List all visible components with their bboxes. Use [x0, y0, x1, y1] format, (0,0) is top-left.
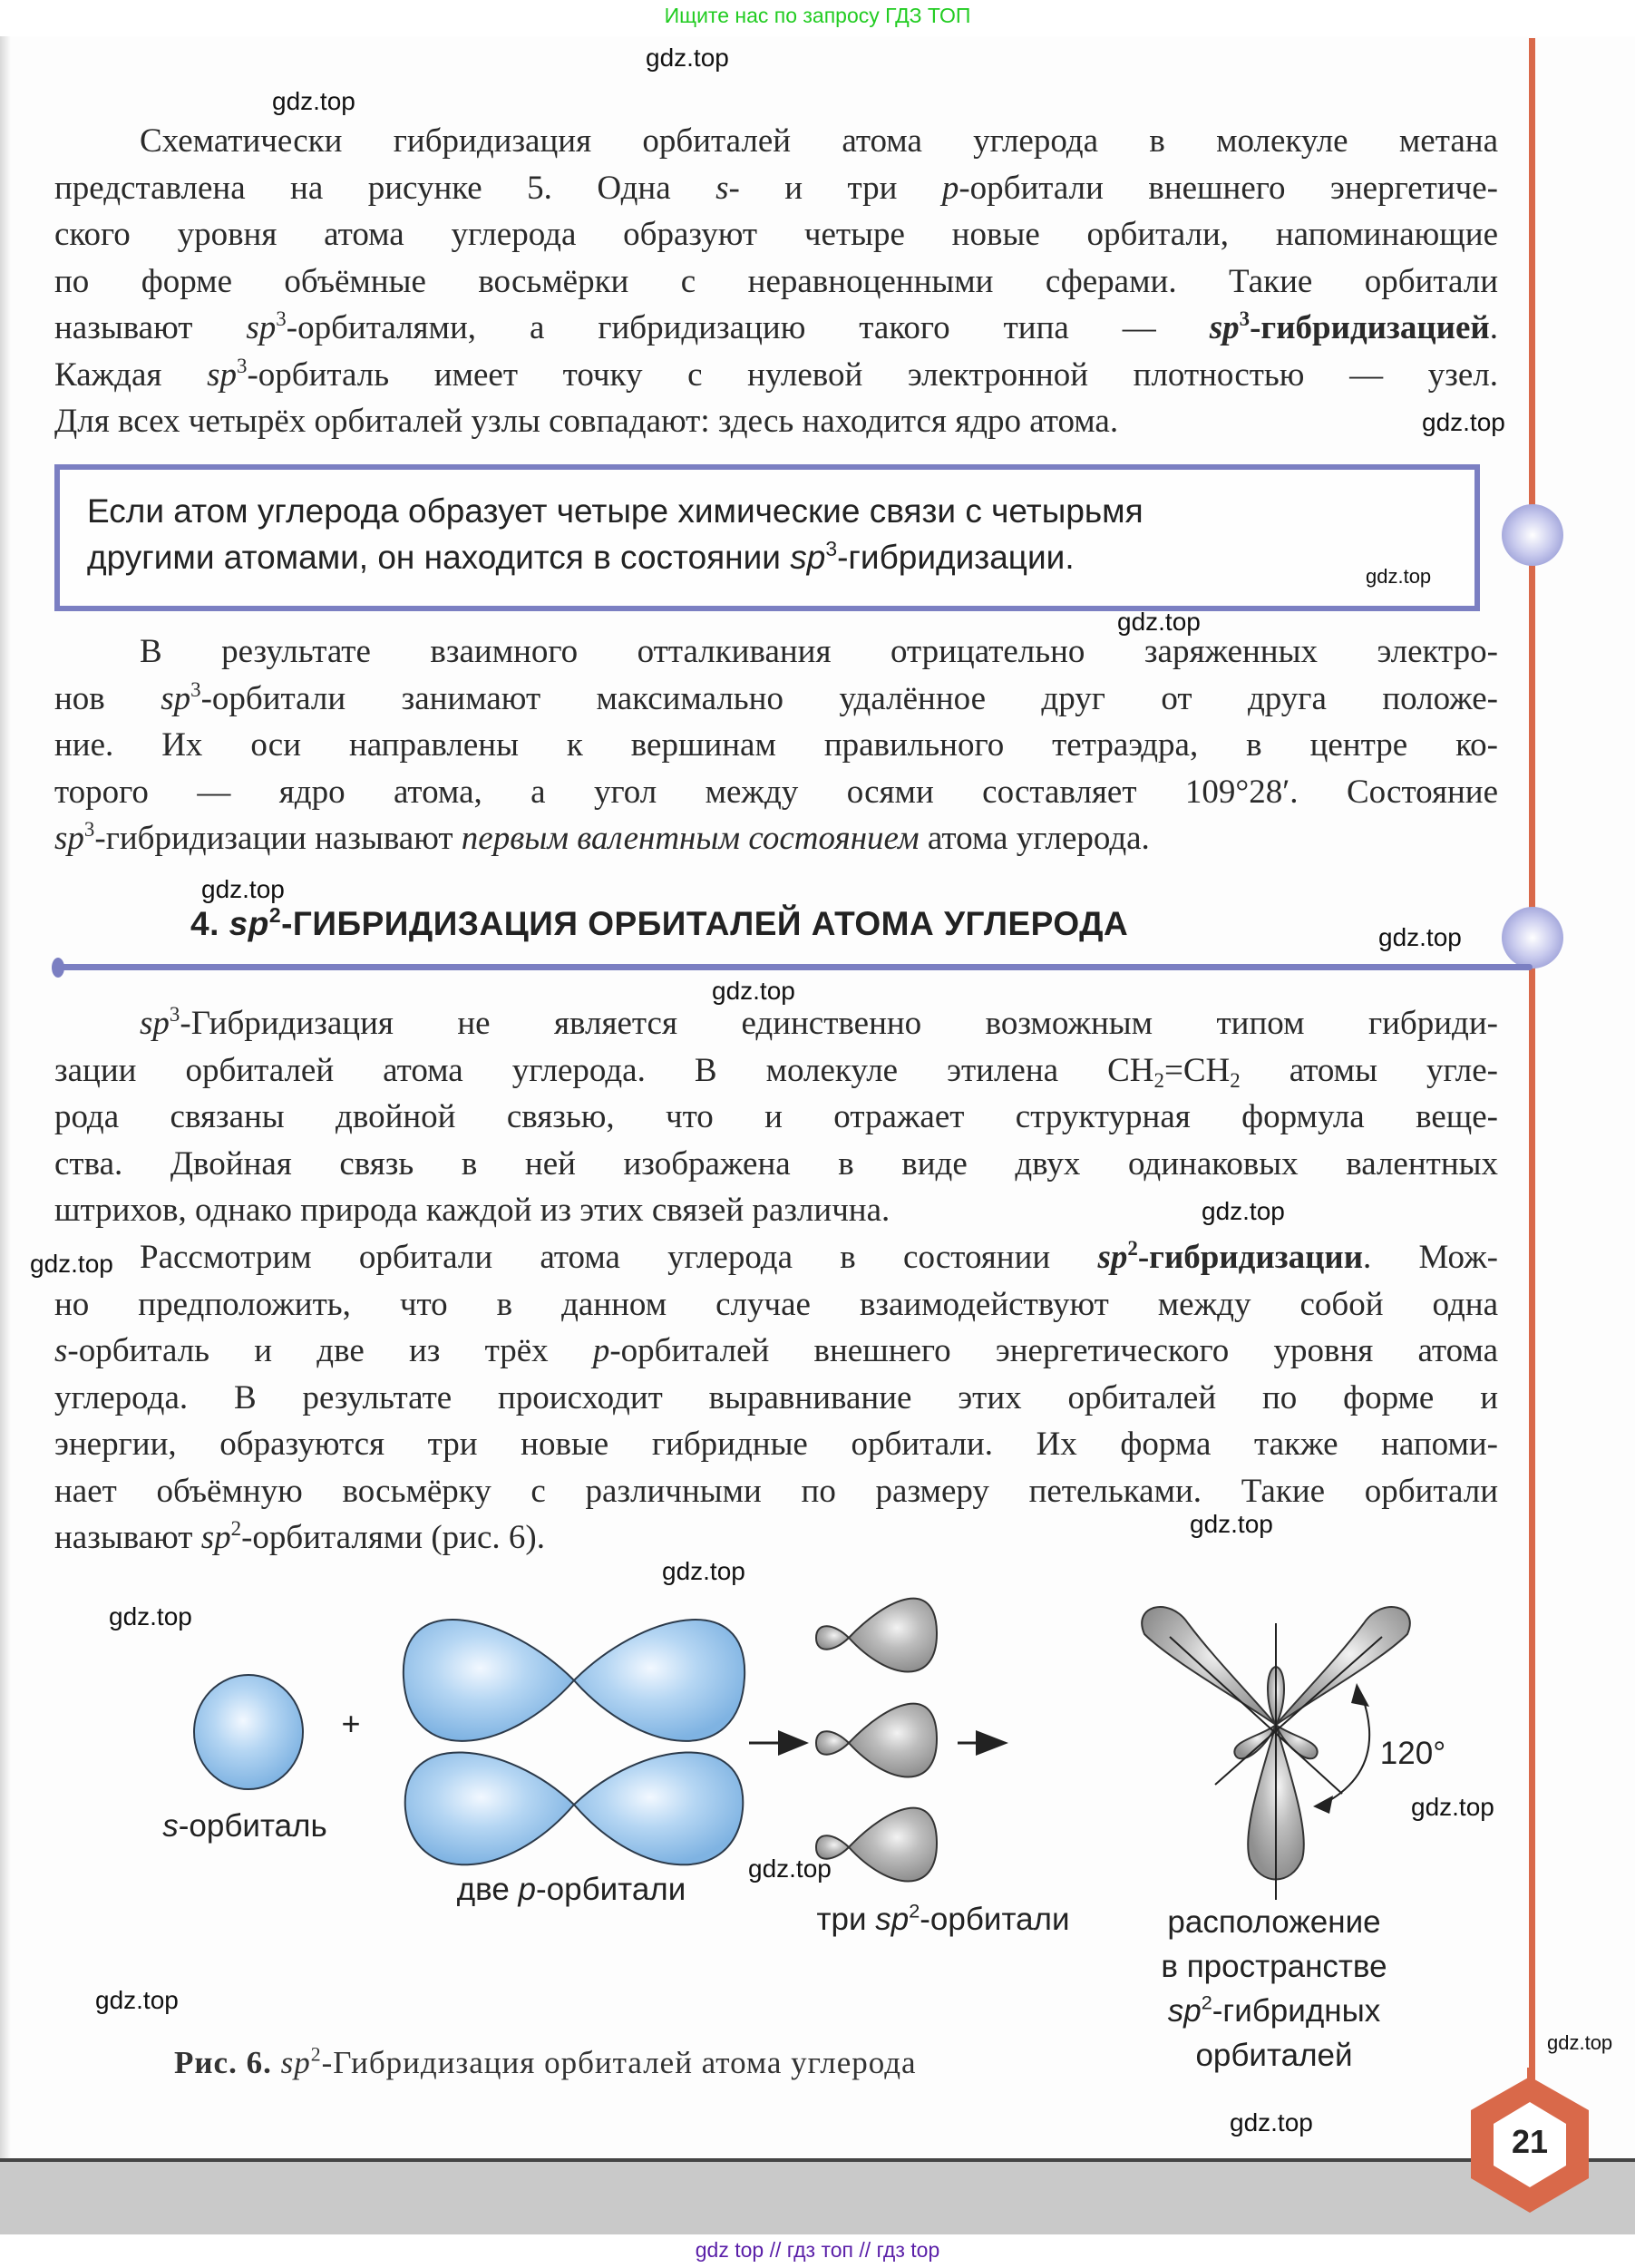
rule-box	[54, 464, 1480, 611]
text-line: по форме объёмные восьмёрки с неравноценными сферами. Такие орбитали	[54, 262, 1498, 300]
text-line: представлена на рисунке 5. Одна s- и три p-орбитали внешнего энергетиче-	[54, 169, 1498, 207]
footer-band	[0, 2158, 1635, 2234]
watermark: gdz.top	[95, 1986, 179, 2014]
text-line: нов $sp^3$-орбитали занимают максимально удалённое друг от друга положе-	[54, 677, 1498, 717]
text-line: Если атом углерода образует четыре химические связи с четырьмя	[87, 492, 1144, 530]
text-line: ние. Их оси направлены к вершинам правильного тетраэдра, в центре ко-	[54, 726, 1498, 764]
text-line: $sp^3$-гибридизации называют первым валентным состоянием атома углерода.	[54, 817, 1150, 857]
text-line: s-орбиталь и две из трёх p-орбиталей внешнего энергетического уровня атома	[54, 1332, 1498, 1369]
sphere-marker-2	[1502, 907, 1563, 969]
text-line: Схематически гибридизация орбиталей атома углерода в молекуле метана	[140, 122, 1498, 160]
text-line: называют $sp^3$-орбиталями, а гибридизацию такого типа — $sp^3$-гибридизацией.	[54, 307, 1498, 346]
watermark: gdz.top	[712, 977, 795, 1005]
sp2-orbital-shapes	[816, 1599, 937, 1882]
label-angle-120: 120°	[1379, 1736, 1446, 1771]
watermark: gdz.top	[30, 1250, 113, 1278]
watermark: gdz.top	[1411, 1793, 1494, 1821]
heading-rule-end	[52, 958, 64, 978]
text-line: углерода. В результате происходит выравнивание этих орбиталей по форме и	[54, 1378, 1498, 1416]
text-line: но предположить, что в данном случае взаимодействуют между собой одна	[54, 1285, 1498, 1323]
plus-sign: +	[341, 1705, 361, 1742]
sphere-marker-1	[1502, 504, 1563, 566]
arrow-right-icon	[749, 1730, 809, 1756]
text-line: штрихов, однако природа каждой из этих связей различна.	[54, 1192, 890, 1229]
p-orbital-shape-1	[404, 1620, 745, 1741]
watermark: gdz.top	[646, 44, 729, 72]
heading-rule	[54, 964, 1533, 970]
arrow-right-icon-2	[958, 1730, 1008, 1756]
text-line: другими атомами, он находится в состоянии $sp^3$-гибридизации.	[87, 536, 1075, 576]
text-line: Рассмотрим орбитали атома углерода в состоянии $sp^2$-гибридизации. Мож-	[140, 1236, 1498, 1276]
label-two-p-orbitals: две p-орбитали	[456, 1872, 686, 1907]
watermark: gdz.top	[1378, 923, 1462, 951]
watermark: gdz.top	[1230, 2108, 1313, 2137]
watermark: gdz.top	[109, 1602, 192, 1630]
page-number: 21	[1511, 2123, 1549, 2160]
text-line: энергии, образуются три новые гибридные орбитали. Их форма также напоми-	[54, 1426, 1498, 1463]
section-heading: 4. $sp^2$-ГИБРИДИЗАЦИЯ ОРБИТАЛЕЙ АТОМА УГЛЕРОДА	[190, 902, 1129, 942]
watermark: gdz.top	[201, 875, 285, 903]
watermark: gdz.top	[1547, 2031, 1613, 2054]
watermark: gdz.top	[748, 1854, 832, 1883]
watermark: gdz.top	[272, 87, 355, 115]
label-spatial-arrangement: расположение в пространстве $sp^2$-гибридных орбиталей	[1161, 1904, 1387, 2073]
text-line: ства. Двойная связь в ней изображена в виде двух одинаковых валентных	[54, 1144, 1498, 1183]
bottom-links[interactable]: gdz top // гдз топ // гдз top	[695, 2238, 940, 2262]
paragraph-4	[54, 1234, 1498, 1562]
text-line: нает объёмную восьмёрку с различными по размеру петельками. Такие орбитали	[54, 1472, 1498, 1510]
text-line: ского уровня атома углерода образуют четыре новые орбитали, напоминающие	[54, 216, 1498, 253]
axis-lines	[1170, 1623, 1382, 1900]
text-line: $sp^3$-Гибридизация не является единственно возможным типом гибриди-	[140, 1002, 1498, 1042]
watermark: gdz.top	[1422, 408, 1505, 436]
text-line: рода связаны двойной связью, что и отражает структурная формула веще-	[54, 1098, 1498, 1135]
top-banner[interactable]: Ищите нас по запросу ГДЗ ТОП	[664, 4, 971, 27]
text-line: В результате взаимного отталкивания отрицательно заряженных электро-	[140, 633, 1498, 670]
figure-caption: Рис. 6. $sp^2$-Гибридизация орбиталей атома углерода	[174, 2043, 917, 2080]
p-orbital-shape-2	[405, 1752, 744, 1864]
watermark: gdz.top	[1366, 565, 1432, 588]
text-line: называют $sp^2$-орбиталями (рис. 6).	[54, 1516, 545, 1556]
s-orbital-shape	[194, 1675, 303, 1789]
watermark: gdz.top	[1202, 1197, 1285, 1225]
watermark: gdz.top	[1190, 1510, 1273, 1538]
label-s-orbital: s-орбиталь	[162, 1808, 327, 1844]
watermark: gdz.top	[1117, 608, 1201, 636]
text-line: Каждая $sp^3$-орбиталь имеет точку с нулевой электронной плотностью — узел.	[54, 354, 1498, 394]
watermark: gdz.top	[662, 1557, 745, 1585]
paragraph-2	[54, 628, 1498, 862]
paragraph-1	[54, 118, 1498, 445]
text-line: зации орбиталей атома углерода. В молекуле этилена $CH_2=CH_2$ атомы угле-	[54, 1051, 1498, 1092]
text-line: торого — ядро атома, а угол между осями составляет 109°28′. Состояние	[54, 773, 1498, 811]
label-three-sp2-orbitals: три $sp^2$-орбитали	[816, 1899, 1070, 1937]
rule-box-text	[87, 488, 1447, 580]
text-line: Для всех четырёх орбиталей узлы совпадают: здесь находится ядро атома.	[54, 403, 1119, 440]
